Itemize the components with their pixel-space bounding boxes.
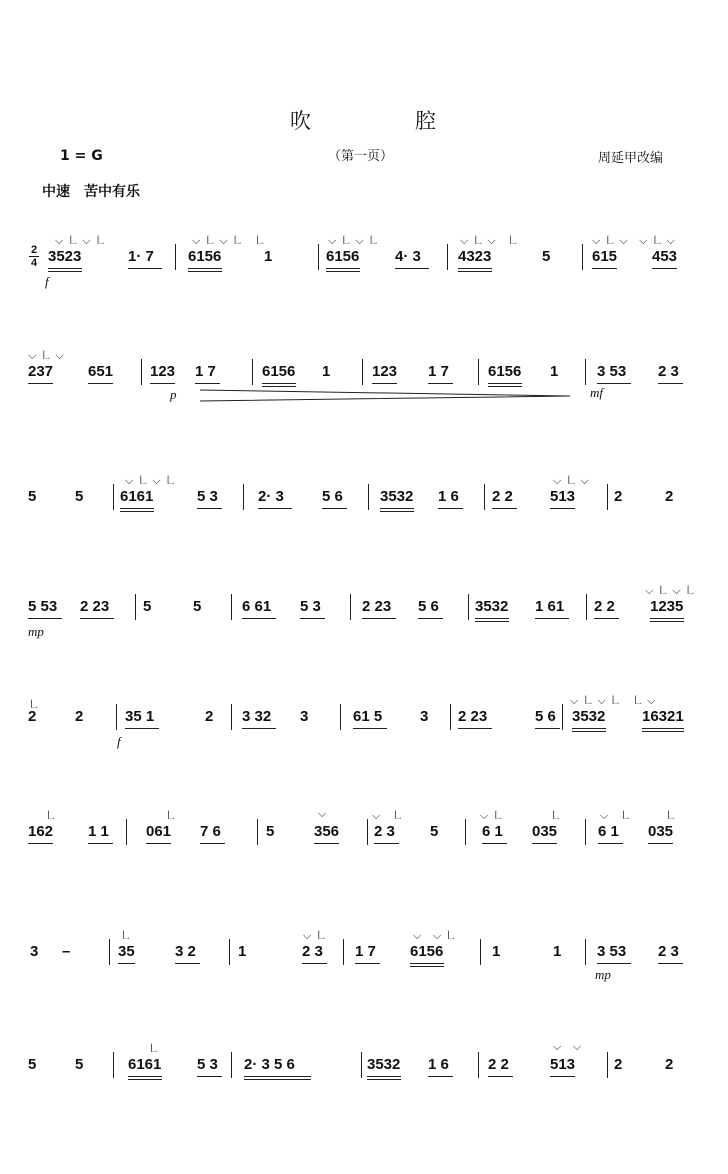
beam-line [482, 843, 507, 844]
dynamic-marking: mp [28, 624, 44, 639]
bar-line [135, 594, 136, 620]
beam-line [475, 618, 509, 619]
bar-line [480, 939, 481, 965]
note-group: 2 23 [362, 598, 392, 615]
note-group: 2· 3 5 6 [244, 1056, 295, 1073]
bar-line [126, 819, 127, 845]
note-group: 5 6 [322, 488, 343, 505]
beam-line [80, 618, 114, 619]
note-group: 5 53 [28, 598, 58, 615]
beam-line [188, 268, 222, 269]
bar-line [468, 594, 469, 620]
bar-line [113, 1052, 114, 1078]
title-char-1: 吹 [290, 109, 312, 133]
note-group: 5 [75, 488, 84, 505]
bar-line [586, 594, 587, 620]
note-group: 3 53 [597, 363, 627, 380]
ornament-mark: ⌵㇗⌵ [28, 349, 68, 362]
bar-line [231, 1052, 232, 1078]
ornament-mark: ⌵ ⌵㇗ [413, 929, 461, 942]
ornament-mark: ⌵㇗ [480, 809, 508, 822]
beam-line [642, 731, 684, 732]
bar-line [141, 359, 142, 385]
beam-line [648, 843, 673, 844]
beam-line [120, 508, 154, 509]
beam-line [532, 843, 557, 844]
note-group: 6156 [326, 248, 360, 265]
note-group: 2 2 [594, 598, 615, 615]
beam-line [658, 383, 683, 384]
beam-line [128, 1076, 162, 1077]
note-group: 3 [420, 708, 429, 725]
beam-line [380, 511, 414, 512]
beam-line [262, 383, 296, 384]
beam-line [88, 383, 113, 384]
beam-line [395, 268, 429, 269]
bar-line [607, 1052, 608, 1078]
note-group: 35 1 [125, 708, 155, 725]
note-group: 3 2 [175, 943, 196, 960]
ornament-mark: ⌵㇗⌵㇗ [328, 234, 383, 247]
bar-line [175, 244, 176, 270]
beam-line [458, 268, 492, 269]
note-group: 5 [28, 1056, 37, 1073]
beam-line [48, 271, 82, 272]
bar-line [116, 704, 117, 730]
note-group: 3 [30, 943, 39, 960]
dynamic-marking: mf [590, 385, 603, 400]
beam-line [592, 268, 617, 269]
beam-line [458, 728, 492, 729]
ornament-mark: ㇗ [120, 929, 135, 942]
note-group: 061 [146, 823, 172, 840]
note-group: 1 [322, 363, 331, 380]
beam-line [535, 728, 560, 729]
note-group: 1 1 [88, 823, 109, 840]
beam-line [550, 508, 575, 509]
ornament-mark: ⌵㇗⌵㇗ [645, 584, 700, 597]
bar-line [447, 244, 448, 270]
beam-line [128, 268, 162, 269]
note-group: 2 [665, 488, 674, 505]
beam-line [262, 386, 296, 387]
beam-line [492, 508, 517, 509]
ornament-mark: ㇗ [550, 809, 565, 822]
notation-row [0, 807, 728, 895]
note-group: 35 [118, 943, 135, 960]
note-group: 1 6 [438, 488, 459, 505]
beam-line [652, 268, 677, 269]
diminuendo-hairpin [200, 389, 600, 403]
beam-line [458, 271, 492, 272]
beam-line [244, 1076, 311, 1077]
bar-line [362, 359, 363, 385]
beam-line [367, 1076, 401, 1077]
note-group: 5 [542, 248, 551, 265]
note-group: 2 [75, 708, 84, 725]
bar-line [478, 359, 479, 385]
dynamic-marking: f [117, 734, 121, 749]
ornament-mark: ⌵㇗⌵㇗ [55, 234, 110, 247]
ornament-mark: ㇗ [665, 809, 680, 822]
beam-line [326, 271, 360, 272]
bar-line [484, 484, 485, 510]
beam-line [150, 383, 175, 384]
note-group: 3 53 [597, 943, 627, 960]
note-group: 513 [550, 488, 576, 505]
beam-line [475, 621, 509, 622]
bar-line [252, 359, 253, 385]
bar-line [367, 819, 368, 845]
ornament-mark: ㇗ [45, 809, 60, 822]
bar-line [368, 484, 369, 510]
note-group: 2 3 [374, 823, 395, 840]
bar-line [350, 594, 351, 620]
note-group: 2 [205, 708, 214, 725]
note-group: 035 [648, 823, 674, 840]
note-group: 2 23 [458, 708, 488, 725]
notation-row [0, 1040, 728, 1128]
beam-line [597, 963, 631, 964]
beam-line [598, 843, 623, 844]
note-group: 6161 [120, 488, 154, 505]
page-label: （第一页） [328, 149, 394, 164]
note-group: 6 1 [482, 823, 503, 840]
beam-line [118, 963, 135, 964]
note-group: 4323 [458, 248, 492, 265]
beam-line [488, 386, 522, 387]
bar-line [585, 359, 586, 385]
bar-line [582, 244, 583, 270]
note-group: 5 [75, 1056, 84, 1073]
beam-line [550, 1076, 575, 1077]
note-group: 2 23 [80, 598, 110, 615]
beam-line [428, 1076, 453, 1077]
notation-row [0, 234, 728, 320]
ornament-mark: ㇗ [148, 1042, 163, 1055]
note-group: 3523 [48, 248, 82, 265]
note-group: 2 3 [658, 943, 679, 960]
bar-line [585, 939, 586, 965]
beam-line [302, 963, 327, 964]
bar-line [243, 484, 244, 510]
notation-row [0, 694, 728, 780]
beam-line [244, 1079, 311, 1080]
note-group: 2 [28, 708, 37, 725]
beam-line [488, 1076, 513, 1077]
bar-line [607, 484, 608, 510]
ornament-mark: ⌵㇗⌵㇗ ㇗ [192, 234, 270, 247]
note-group: 5 [193, 598, 202, 615]
note-group: 2 3 [658, 363, 679, 380]
note-group: 2 3 [302, 943, 323, 960]
note-group: 5 3 [300, 598, 321, 615]
beam-line [380, 508, 414, 509]
note-group: 2 [665, 1056, 674, 1073]
beam-line [314, 843, 339, 844]
beam-line [28, 843, 53, 844]
ornament-mark: ㇗ [28, 698, 43, 711]
note-group: 5 [430, 823, 439, 840]
bar-line [450, 704, 451, 730]
beam-line [88, 843, 113, 844]
note-group: 6 1 [598, 823, 619, 840]
note-group: 5 6 [535, 708, 556, 725]
note-group: 5 [143, 598, 152, 615]
bar-line [229, 939, 230, 965]
note-group: 16321 [642, 708, 684, 725]
notation-row [0, 584, 728, 670]
note-group: 3532 [380, 488, 414, 505]
bar-line [257, 819, 258, 845]
note-group: 3 [300, 708, 309, 725]
beam-line [410, 966, 444, 967]
beam-line [418, 618, 443, 619]
ornament-mark: ⌵㇗⌵ ⌵㇗⌵ [592, 234, 679, 247]
beam-line [594, 618, 619, 619]
ornament-mark: ⌵㇗⌵㇗ ㇗⌵ [570, 694, 660, 707]
tempo-marking: 中速 苦中有乐 [42, 184, 140, 200]
note-group: 162 [28, 823, 54, 840]
note-group: 2 [614, 488, 623, 505]
beam-line [650, 618, 684, 619]
bar-line [318, 244, 319, 270]
note-group: 1 7 [428, 363, 449, 380]
ornament-mark: ⌵㇗⌵ [553, 474, 593, 487]
beam-line [28, 383, 53, 384]
ornament-mark: ⌵㇗ [303, 929, 331, 942]
beam-line [125, 728, 159, 729]
beam-line [355, 963, 380, 964]
ornament-mark: ⌵㇗⌵㇗ [125, 474, 180, 487]
note-group: 4· 3 [395, 248, 421, 265]
beam-line [146, 843, 171, 844]
beam-line [410, 963, 444, 964]
note-group: 6156 [262, 363, 296, 380]
note-group: 7 6 [200, 823, 221, 840]
bar-line [585, 819, 586, 845]
beam-line [597, 383, 631, 384]
dynamic-marking: mp [595, 967, 611, 982]
note-group: 5 [266, 823, 275, 840]
note-group: 3532 [572, 708, 606, 725]
beam-line [488, 383, 522, 384]
note-group: 5 3 [197, 488, 218, 505]
beam-line [658, 963, 683, 964]
notation-row [0, 474, 728, 560]
beam-line [258, 508, 292, 509]
bar-line [343, 939, 344, 965]
note-group: 1 [550, 363, 559, 380]
note-group: 1 6 [428, 1056, 449, 1073]
beam-line [372, 383, 397, 384]
beam-line [650, 621, 684, 622]
note-group: 1 [264, 248, 273, 265]
note-group: 513 [550, 1056, 576, 1073]
note-group: 2 2 [488, 1056, 509, 1073]
bar-line [361, 1052, 362, 1078]
note-group: 035 [532, 823, 558, 840]
beam-line [120, 511, 154, 512]
time-signature-top: 2 [30, 244, 38, 256]
note-group: 5 6 [418, 598, 439, 615]
bar-line [231, 704, 232, 730]
bar-line [340, 704, 341, 730]
dynamic-marking: f [45, 274, 49, 289]
key-signature: 1 = G [60, 148, 103, 164]
note-group: 123 [150, 363, 176, 380]
ornament-mark: ⌵ ㇗ [600, 809, 635, 822]
note-group: 1235 [650, 598, 684, 615]
beam-line [438, 508, 463, 509]
note-group: 123 [372, 363, 398, 380]
note-group: 5 3 [197, 1056, 218, 1073]
beam-line [48, 268, 82, 269]
beam-line [642, 728, 684, 729]
ornament-mark: ⌵ ㇗ [372, 809, 407, 822]
beam-line [242, 618, 276, 619]
beam-line [428, 383, 453, 384]
beam-line [322, 508, 347, 509]
note-group: 2 [614, 1056, 623, 1073]
note-group: 61 5 [353, 708, 383, 725]
note-group: 6161 [128, 1056, 162, 1073]
ornament-mark: ⌵㇗⌵ ㇗ [460, 234, 523, 247]
note-group: 1 [553, 943, 562, 960]
note-group: 615 [592, 248, 618, 265]
beam-line [374, 843, 399, 844]
beam-line [200, 843, 225, 844]
title-char-2: 腔 [415, 109, 437, 133]
note-group: 3532 [475, 598, 509, 615]
note-group: – [62, 943, 71, 960]
note-group: 3532 [367, 1056, 401, 1073]
note-group: 6156 [188, 248, 222, 265]
note-group: 651 [88, 363, 114, 380]
beam-line [300, 618, 325, 619]
bar-line [562, 704, 563, 730]
beam-line [572, 728, 606, 729]
bar-line [465, 819, 466, 845]
time-signature-bottom: 4 [30, 257, 38, 269]
note-group: 5 [28, 488, 37, 505]
beam-line [197, 508, 222, 509]
beam-line [175, 963, 200, 964]
beam-line [195, 383, 220, 384]
bar-line [478, 1052, 479, 1078]
bar-line [231, 594, 232, 620]
note-group: 356 [314, 823, 340, 840]
bar-line [113, 484, 114, 510]
note-group: 237 [28, 363, 54, 380]
arranger: 周延甲改编 [598, 151, 664, 166]
note-group: 1 61 [535, 598, 565, 615]
beam-line [128, 1079, 162, 1080]
note-group: 6156 [410, 943, 444, 960]
note-group: 1· 7 [128, 248, 154, 265]
dynamic-marking: p [170, 387, 177, 402]
beam-line [326, 268, 360, 269]
note-group: 6 61 [242, 598, 272, 615]
note-group: 1 7 [195, 363, 216, 380]
beam-line [188, 271, 222, 272]
beam-line [362, 618, 396, 619]
beam-line [572, 731, 606, 732]
ornament-mark: ⌵ [318, 807, 331, 820]
note-group: 1 [238, 943, 247, 960]
beam-line [197, 1076, 222, 1077]
note-group: 3 32 [242, 708, 272, 725]
note-group: 453 [652, 248, 678, 265]
beam-line [353, 728, 387, 729]
notation-row [0, 349, 728, 435]
notation-row [0, 929, 728, 1015]
note-group: 2 2 [492, 488, 513, 505]
ornament-mark: ㇗ [165, 809, 180, 822]
note-group: 1 7 [355, 943, 376, 960]
note-group: 6156 [488, 363, 522, 380]
beam-line [28, 618, 62, 619]
note-group: 1 [492, 943, 501, 960]
beam-line [535, 618, 569, 619]
beam-line [367, 1079, 401, 1080]
ornament-mark: ⌵ ⌵ [553, 1040, 586, 1053]
note-group: 2· 3 [258, 488, 284, 505]
beam-line [242, 728, 276, 729]
bar-line [109, 939, 110, 965]
